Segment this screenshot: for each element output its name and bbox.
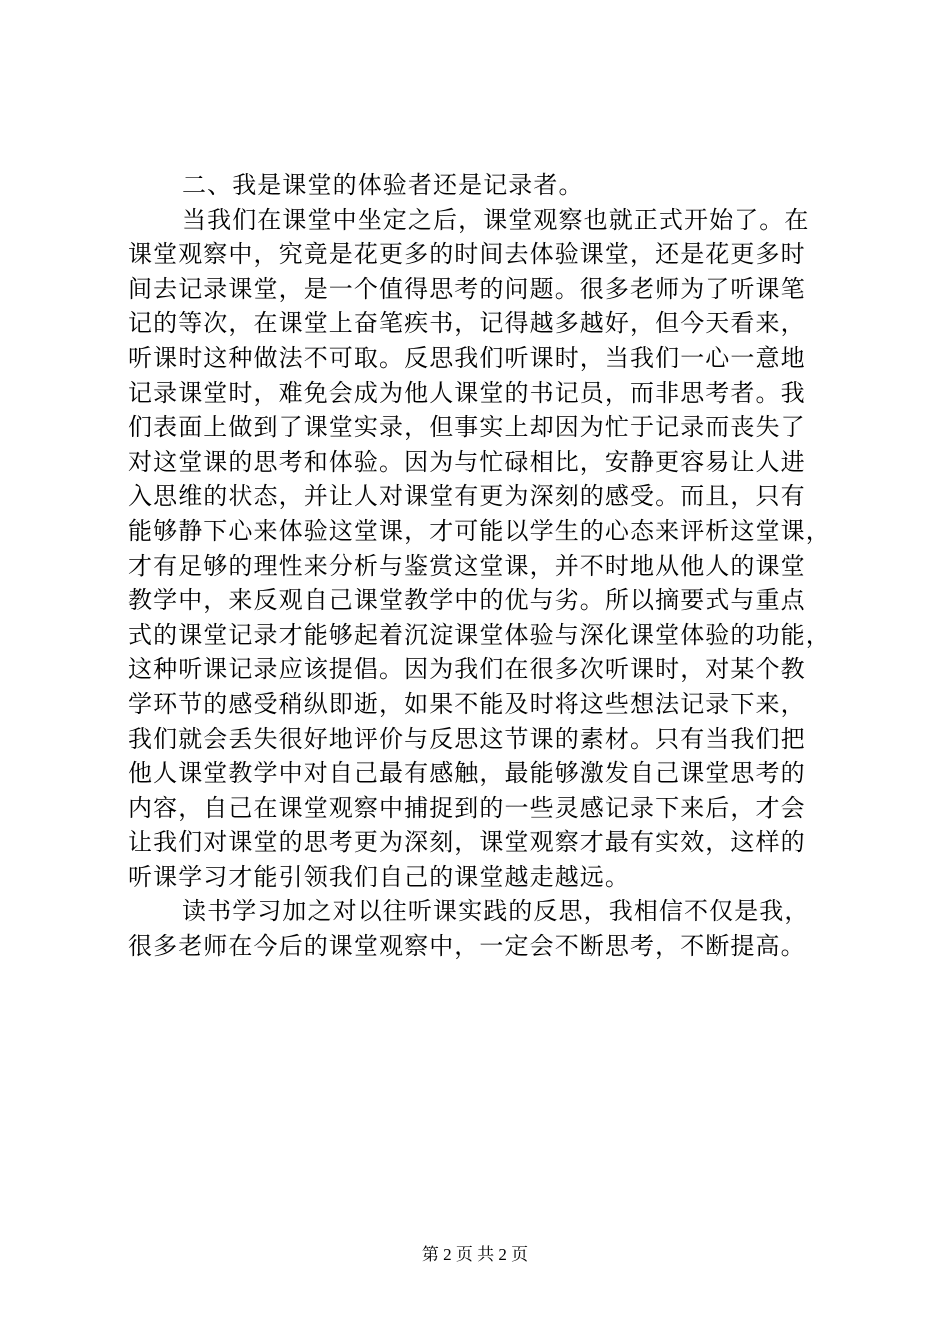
text-line: 我们就会丢失很好地评价与反思这节课的素材。只有当我们把	[128, 724, 806, 753]
text-line: 才有足够的理性来分析与鉴赏这堂课，并不时地从他人的课堂	[128, 551, 806, 580]
page-number-footer: 第 2 页 共 2 页	[421, 1245, 529, 1264]
text-line: 能够静下心来体验这堂课，才可能以学生的心态来评析这堂课，	[128, 516, 831, 545]
text-line: 入思维的状态，并让人对课堂有更为深刻的感受。而且，只有	[128, 482, 806, 511]
text-line: 让我们对课堂的思考更为深刻，课堂观察才最有实效，这样的	[128, 828, 806, 857]
text-line: 内容，自己在课堂观察中捕捉到的一些灵感记录下来后，才会	[128, 793, 806, 822]
text-line: 学环节的感受稍纵即逝，如果不能及时将这些想法记录下来，	[128, 689, 806, 718]
text-line: 间去记录课堂，是一个值得思考的问题。很多老师为了听课笔	[128, 274, 806, 303]
text-line: 听课学习才能引领我们自己的课堂越走越远。	[128, 862, 630, 891]
text-line: 课堂观察中，究竟是花更多的时间去体验课堂，还是花更多时	[128, 240, 806, 269]
text-line: 读书学习加之对以往听课实践的反思，我相信不仅是我，	[182, 897, 810, 926]
text-line: 教学中，来反观自己课堂教学中的优与劣。所以摘要式与重点	[128, 586, 806, 615]
text-line: 这种听课记录应该提倡。因为我们在很多次听课时，对某个教	[128, 655, 806, 684]
text-line: 式的课堂记录才能够起着沉淀课堂体验与深化课堂体验的功能，	[128, 620, 831, 649]
text-line: 对这堂课的思考和体验。因为与忙碌相比，安静更容易让人进	[128, 447, 806, 476]
text-line: 很多老师在今后的课堂观察中，一定会不断思考，不断提高。	[128, 932, 806, 961]
text-line: 们表面上做到了课堂实录，但事实上却因为忙于记录而丧失了	[128, 413, 806, 442]
text-line: 当我们在课堂中坐定之后，课堂观察也就正式开始了。在	[182, 205, 810, 234]
text-line: 他人课堂教学中对自己最有感触，最能够激发自己课堂思考的	[128, 759, 806, 788]
text-line: 二、我是课堂的体验者还是记录者。	[182, 171, 584, 199]
text-line: 听课时这种做法不可取。反思我们听课时，当我们一心一意地	[128, 343, 806, 372]
text-line: 记的等次，在课堂上奋笔疾书，记得越多越好，但今天看来，	[128, 309, 806, 338]
body-text	[128, 168, 840, 964]
text-line: 记录课堂时，难免会成为他人课堂的书记员，而非思考者。我	[128, 378, 806, 407]
